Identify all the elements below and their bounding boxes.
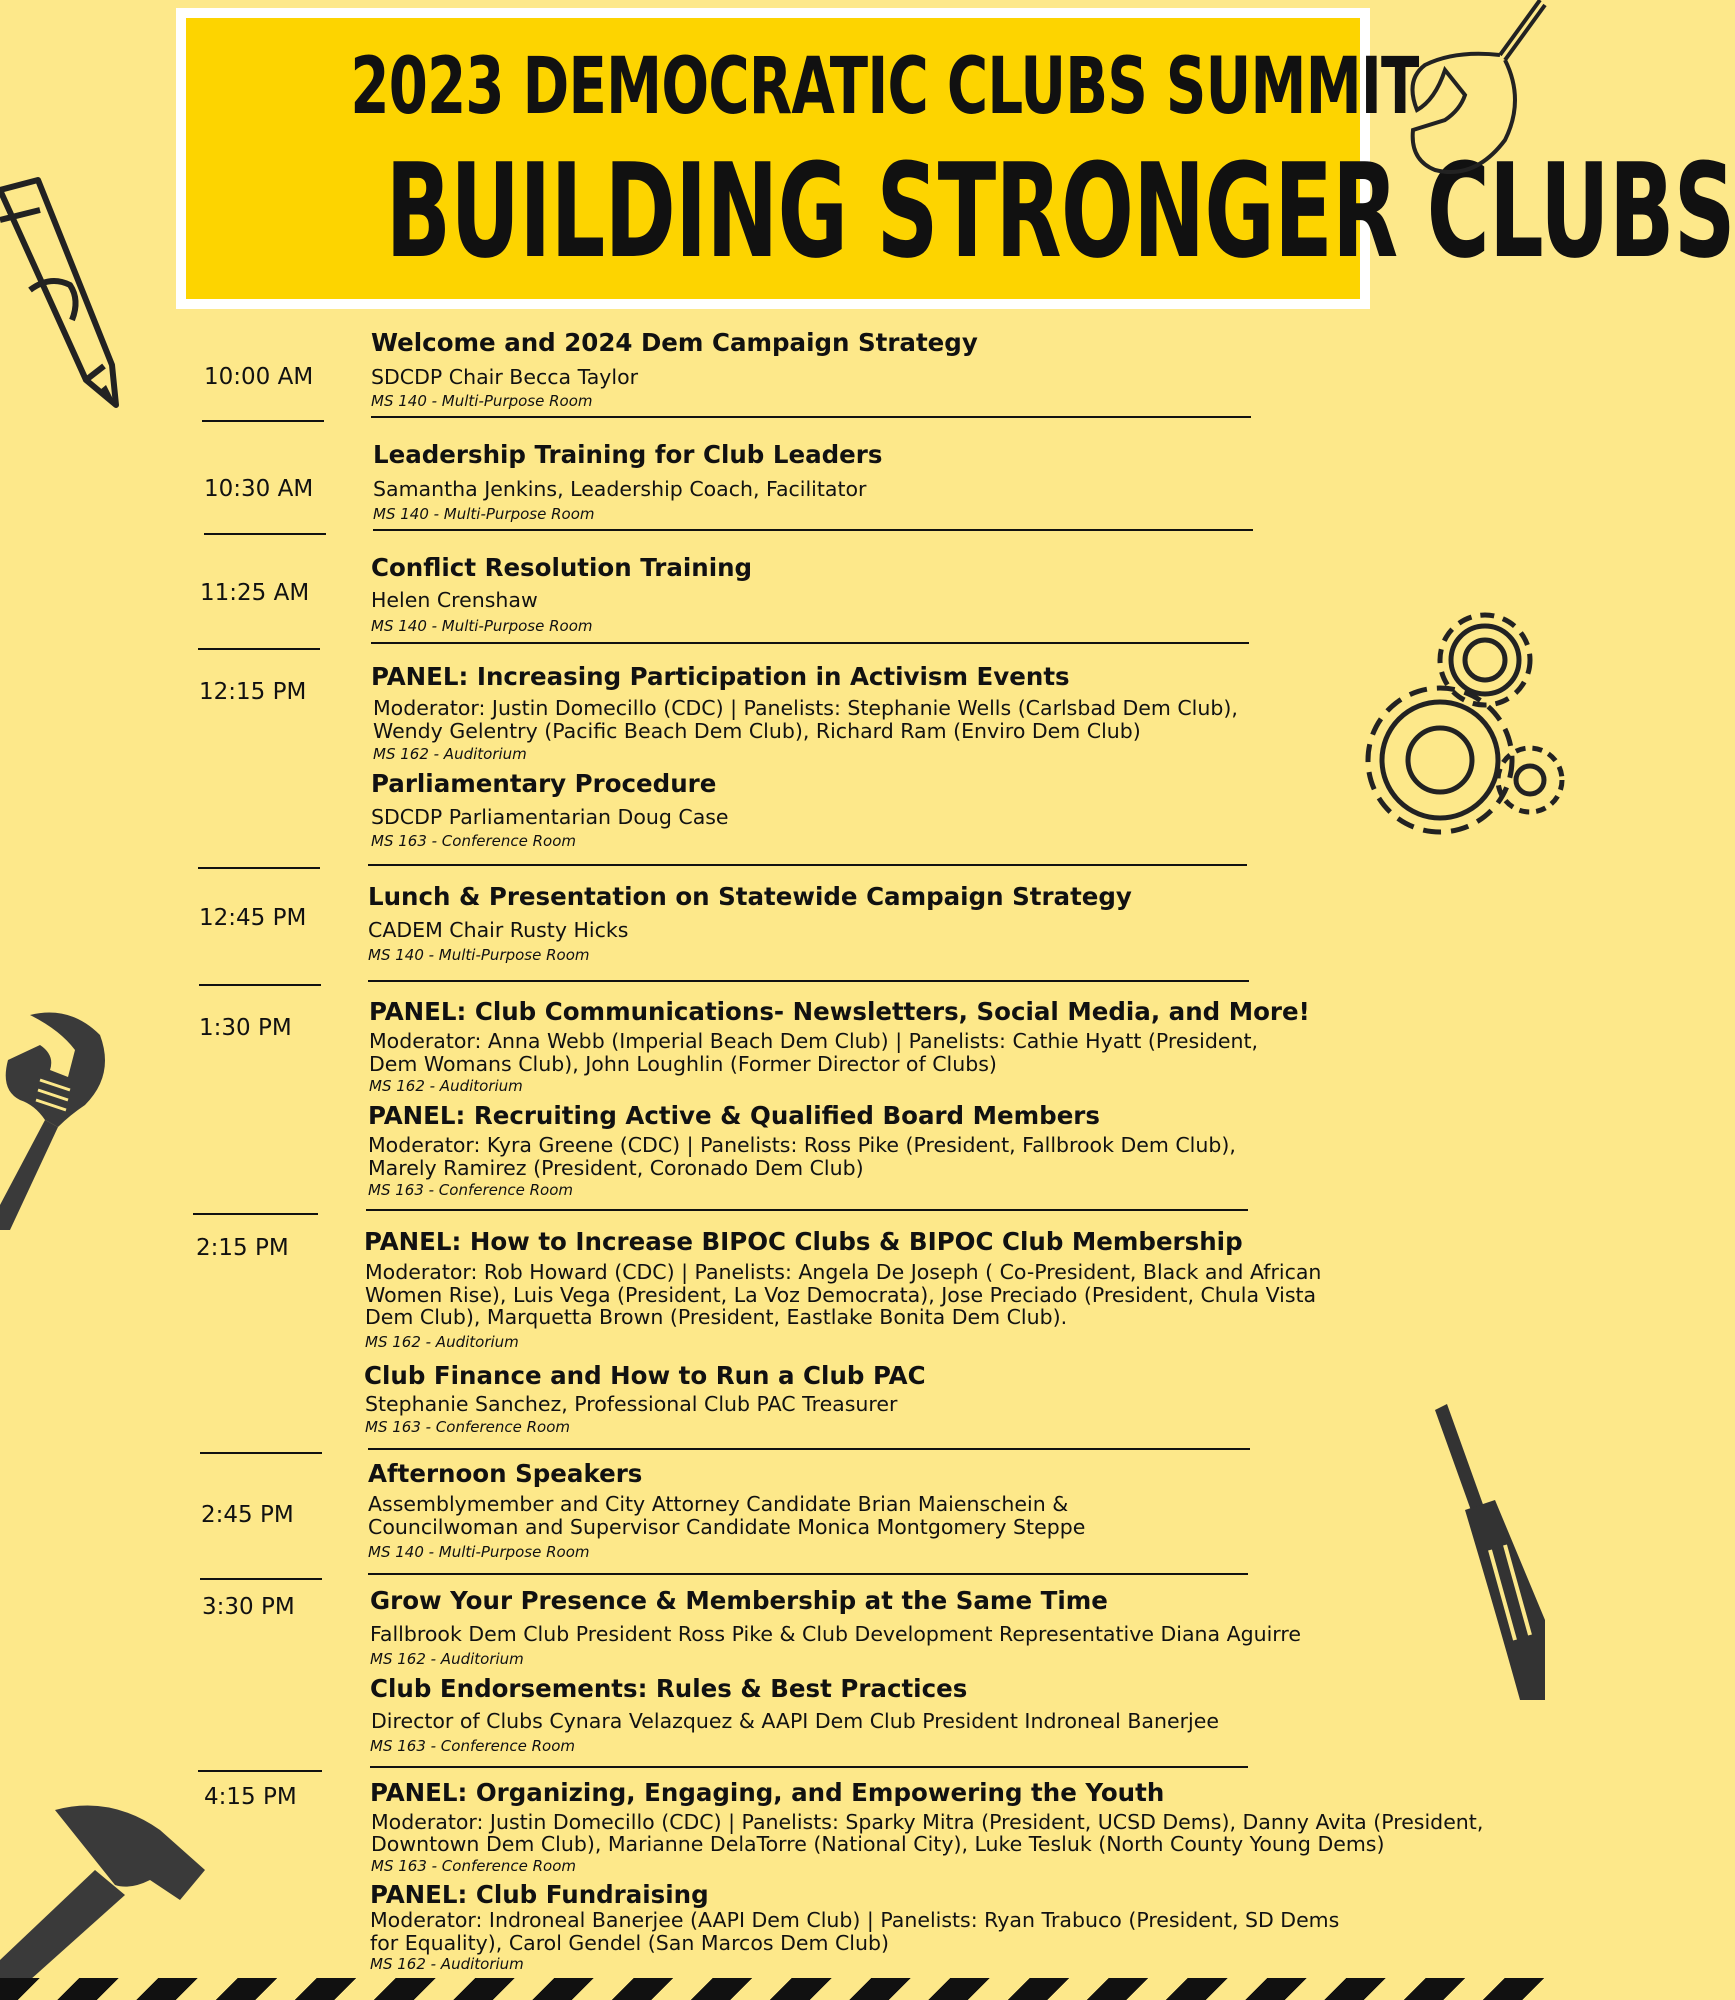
session-room: MS 140 - Multi-Purpose Room bbox=[371, 617, 593, 635]
session-speakers: Marely Ramirez (President, Coronado Dem Club) bbox=[368, 1156, 864, 1180]
session-room: MS 163 - Conference Room bbox=[371, 832, 577, 850]
session-title: Leadership Training for Club Leaders bbox=[373, 440, 883, 469]
hammer-icon bbox=[0, 1800, 210, 1980]
session-title: PANEL: Increasing Participation in Activism Events bbox=[371, 662, 1070, 691]
time-divider bbox=[198, 867, 320, 869]
session-speakers: Moderator: Justin Domecillo (CDC) | Panelists: Sparky Mitra (President, UCSD Dems), Danny Avita (President, bbox=[371, 1810, 1484, 1834]
session-divider bbox=[371, 642, 1249, 644]
session-room: MS 163 - Conference Room bbox=[365, 1418, 571, 1436]
session-divider bbox=[366, 1209, 1248, 1211]
session-room: MS 162 - Auditorium bbox=[373, 745, 527, 763]
session-room: MS 163 - Conference Room bbox=[370, 1737, 576, 1755]
session-speakers: Councilwoman and Supervisor Candidate Monica Montgomery Steppe bbox=[368, 1515, 1086, 1539]
session-speakers: Moderator: Anna Webb (Imperial Beach Dem Club) | Panelists: Cathie Hyatt (President, bbox=[369, 1029, 1259, 1053]
session-title: Afternoon Speakers bbox=[368, 1459, 643, 1488]
session-speakers: Helen Crenshaw bbox=[371, 588, 538, 612]
session-room: MS 140 - Multi-Purpose Room bbox=[371, 392, 593, 410]
session-title: Welcome and 2024 Dem Campaign Strategy bbox=[371, 328, 978, 357]
session-title: PANEL: How to Increase BIPOC Clubs & BIPOC Club Membership bbox=[364, 1227, 1243, 1256]
time-slot: 4:15 PM bbox=[204, 1784, 297, 1810]
session-divider bbox=[368, 864, 1247, 866]
session-speakers: Dem Club), Marquetta Brown (President, Eastlake Bonita Dem Club). bbox=[365, 1305, 1068, 1329]
session-room: MS 162 - Auditorium bbox=[370, 1650, 524, 1668]
session-divider bbox=[368, 1448, 1250, 1450]
session-title: Parliamentary Procedure bbox=[371, 769, 717, 798]
adjustable-wrench-icon bbox=[0, 1005, 120, 1230]
session-speakers: Moderator: Justin Domecillo (CDC) | Panelists: Stephanie Wells (Carlsbad Dem Club), bbox=[373, 696, 1238, 720]
time-divider bbox=[198, 1770, 322, 1772]
session-speakers: Assemblymember and City Attorney Candidate Brian Maienschein & bbox=[368, 1492, 1069, 1516]
session-speakers: Stephanie Sanchez, Professional Club PAC Treasurer bbox=[365, 1392, 898, 1416]
time-divider bbox=[202, 420, 324, 422]
time-slot: 2:45 PM bbox=[201, 1502, 294, 1528]
session-room: MS 140 - Multi-Purpose Room bbox=[368, 1543, 590, 1561]
session-speakers: for Equality), Carol Gendel (San Marcos Dem Club) bbox=[370, 1931, 889, 1955]
session-speakers: Moderator: Indroneal Banerjee (AAPI Dem Club) | Panelists: Ryan Trabuco (President, SD Dems bbox=[370, 1908, 1340, 1932]
session-title: PANEL: Organizing, Engaging, and Empowering the Youth bbox=[370, 1778, 1165, 1807]
session-room: MS 140 - Multi-Purpose Room bbox=[373, 505, 595, 523]
session-divider bbox=[371, 416, 1251, 418]
screwdriver-icon bbox=[1425, 1400, 1545, 1700]
time-divider bbox=[198, 648, 320, 650]
session-title: Conflict Resolution Training bbox=[371, 553, 753, 582]
session-room: MS 162 - Auditorium bbox=[365, 1333, 519, 1351]
time-slot: 12:15 PM bbox=[199, 679, 307, 705]
session-divider bbox=[368, 980, 1249, 982]
session-speakers: Director of Clubs Cynara Velazquez & AAPI Dem Club President Indroneal Banerjee bbox=[371, 1709, 1219, 1733]
session-speakers: Moderator: Rob Howard (CDC) | Panelists: Angela De Joseph ( Co-President, Black and African bbox=[365, 1260, 1322, 1284]
time-divider bbox=[200, 1452, 322, 1454]
hazard-stripes bbox=[0, 1978, 1545, 2000]
time-divider bbox=[200, 1578, 322, 1580]
time-slot: 10:30 AM bbox=[204, 476, 314, 502]
session-divider bbox=[368, 1573, 1248, 1575]
session-speakers: Women Rise), Luis Vega (President, La Voz Democrata), Jose Preciado (President, Chula Vista bbox=[365, 1283, 1317, 1307]
time-slot: 3:30 PM bbox=[202, 1594, 295, 1620]
session-speakers: Dem Womans Club), John Loughlin (Former Director of Clubs) bbox=[369, 1052, 997, 1076]
session-room: MS 162 - Auditorium bbox=[369, 1077, 523, 1095]
wrench-icon bbox=[1405, 0, 1545, 190]
session-speakers: Samantha Jenkins, Leadership Coach, Facilitator bbox=[373, 477, 867, 501]
time-slot: 2:15 PM bbox=[196, 1235, 289, 1261]
summit-subtitle: BUILDING STRONGER CLUBS bbox=[385, 135, 1735, 287]
time-slot: 10:00 AM bbox=[204, 364, 314, 390]
session-title: Grow Your Presence & Membership at the Same Time bbox=[370, 1586, 1108, 1615]
session-title: PANEL: Recruiting Active & Qualified Board Members bbox=[368, 1101, 1100, 1130]
session-speakers: Wendy Gelentry (Pacific Beach Dem Club), Richard Ram (Enviro Dem Club) bbox=[373, 719, 1141, 743]
session-speakers: SDCDP Parliamentarian Doug Case bbox=[371, 805, 729, 829]
summit-title: 2023 DEMOCRATIC CLUBS SUMMIT bbox=[350, 42, 1419, 132]
time-slot: 1:30 PM bbox=[199, 1015, 292, 1041]
session-title: Lunch & Presentation on Statewide Campaign Strategy bbox=[368, 882, 1132, 911]
session-room: MS 163 - Conference Room bbox=[368, 1181, 574, 1199]
session-speakers: Fallbrook Dem Club President Ross Pike & Club Development Representative Diana Aguirre bbox=[370, 1622, 1301, 1646]
header-banner bbox=[176, 8, 1735, 309]
time-slot: 12:45 PM bbox=[199, 905, 307, 931]
session-speakers: Moderator: Kyra Greene (CDC) | Panelists: Ross Pike (President, Fallbrook Dem Club), bbox=[368, 1133, 1236, 1157]
time-divider bbox=[193, 1213, 318, 1215]
session-speakers: Downtown Dem Club), Marianne DelaTorre (National City), Luke Tesluk (North County Young Dems) bbox=[371, 1832, 1385, 1856]
session-title: PANEL: Club Fundraising bbox=[370, 1880, 709, 1909]
session-speakers: SDCDP Chair Becca Taylor bbox=[371, 365, 639, 389]
header-banner-inner bbox=[186, 18, 1735, 299]
session-divider bbox=[370, 1766, 1248, 1768]
session-title: Club Finance and How to Run a Club PAC bbox=[364, 1361, 926, 1390]
time-divider bbox=[204, 533, 326, 535]
gears-icon bbox=[1345, 605, 1545, 855]
session-room: MS 162 - Auditorium bbox=[370, 1955, 524, 1973]
time-slot: 11:25 AM bbox=[200, 580, 310, 606]
session-title: Club Endorsements: Rules & Best Practices bbox=[370, 1674, 968, 1703]
time-divider bbox=[199, 984, 321, 986]
session-divider bbox=[373, 529, 1253, 531]
session-room: MS 163 - Conference Room bbox=[371, 1857, 577, 1875]
session-room: MS 140 - Multi-Purpose Room bbox=[368, 946, 590, 964]
pencil-icon bbox=[0, 180, 130, 410]
session-speakers: CADEM Chair Rusty Hicks bbox=[368, 918, 629, 942]
session-title: PANEL: Club Communications- Newsletters, Social Media, and More! bbox=[369, 997, 1310, 1026]
